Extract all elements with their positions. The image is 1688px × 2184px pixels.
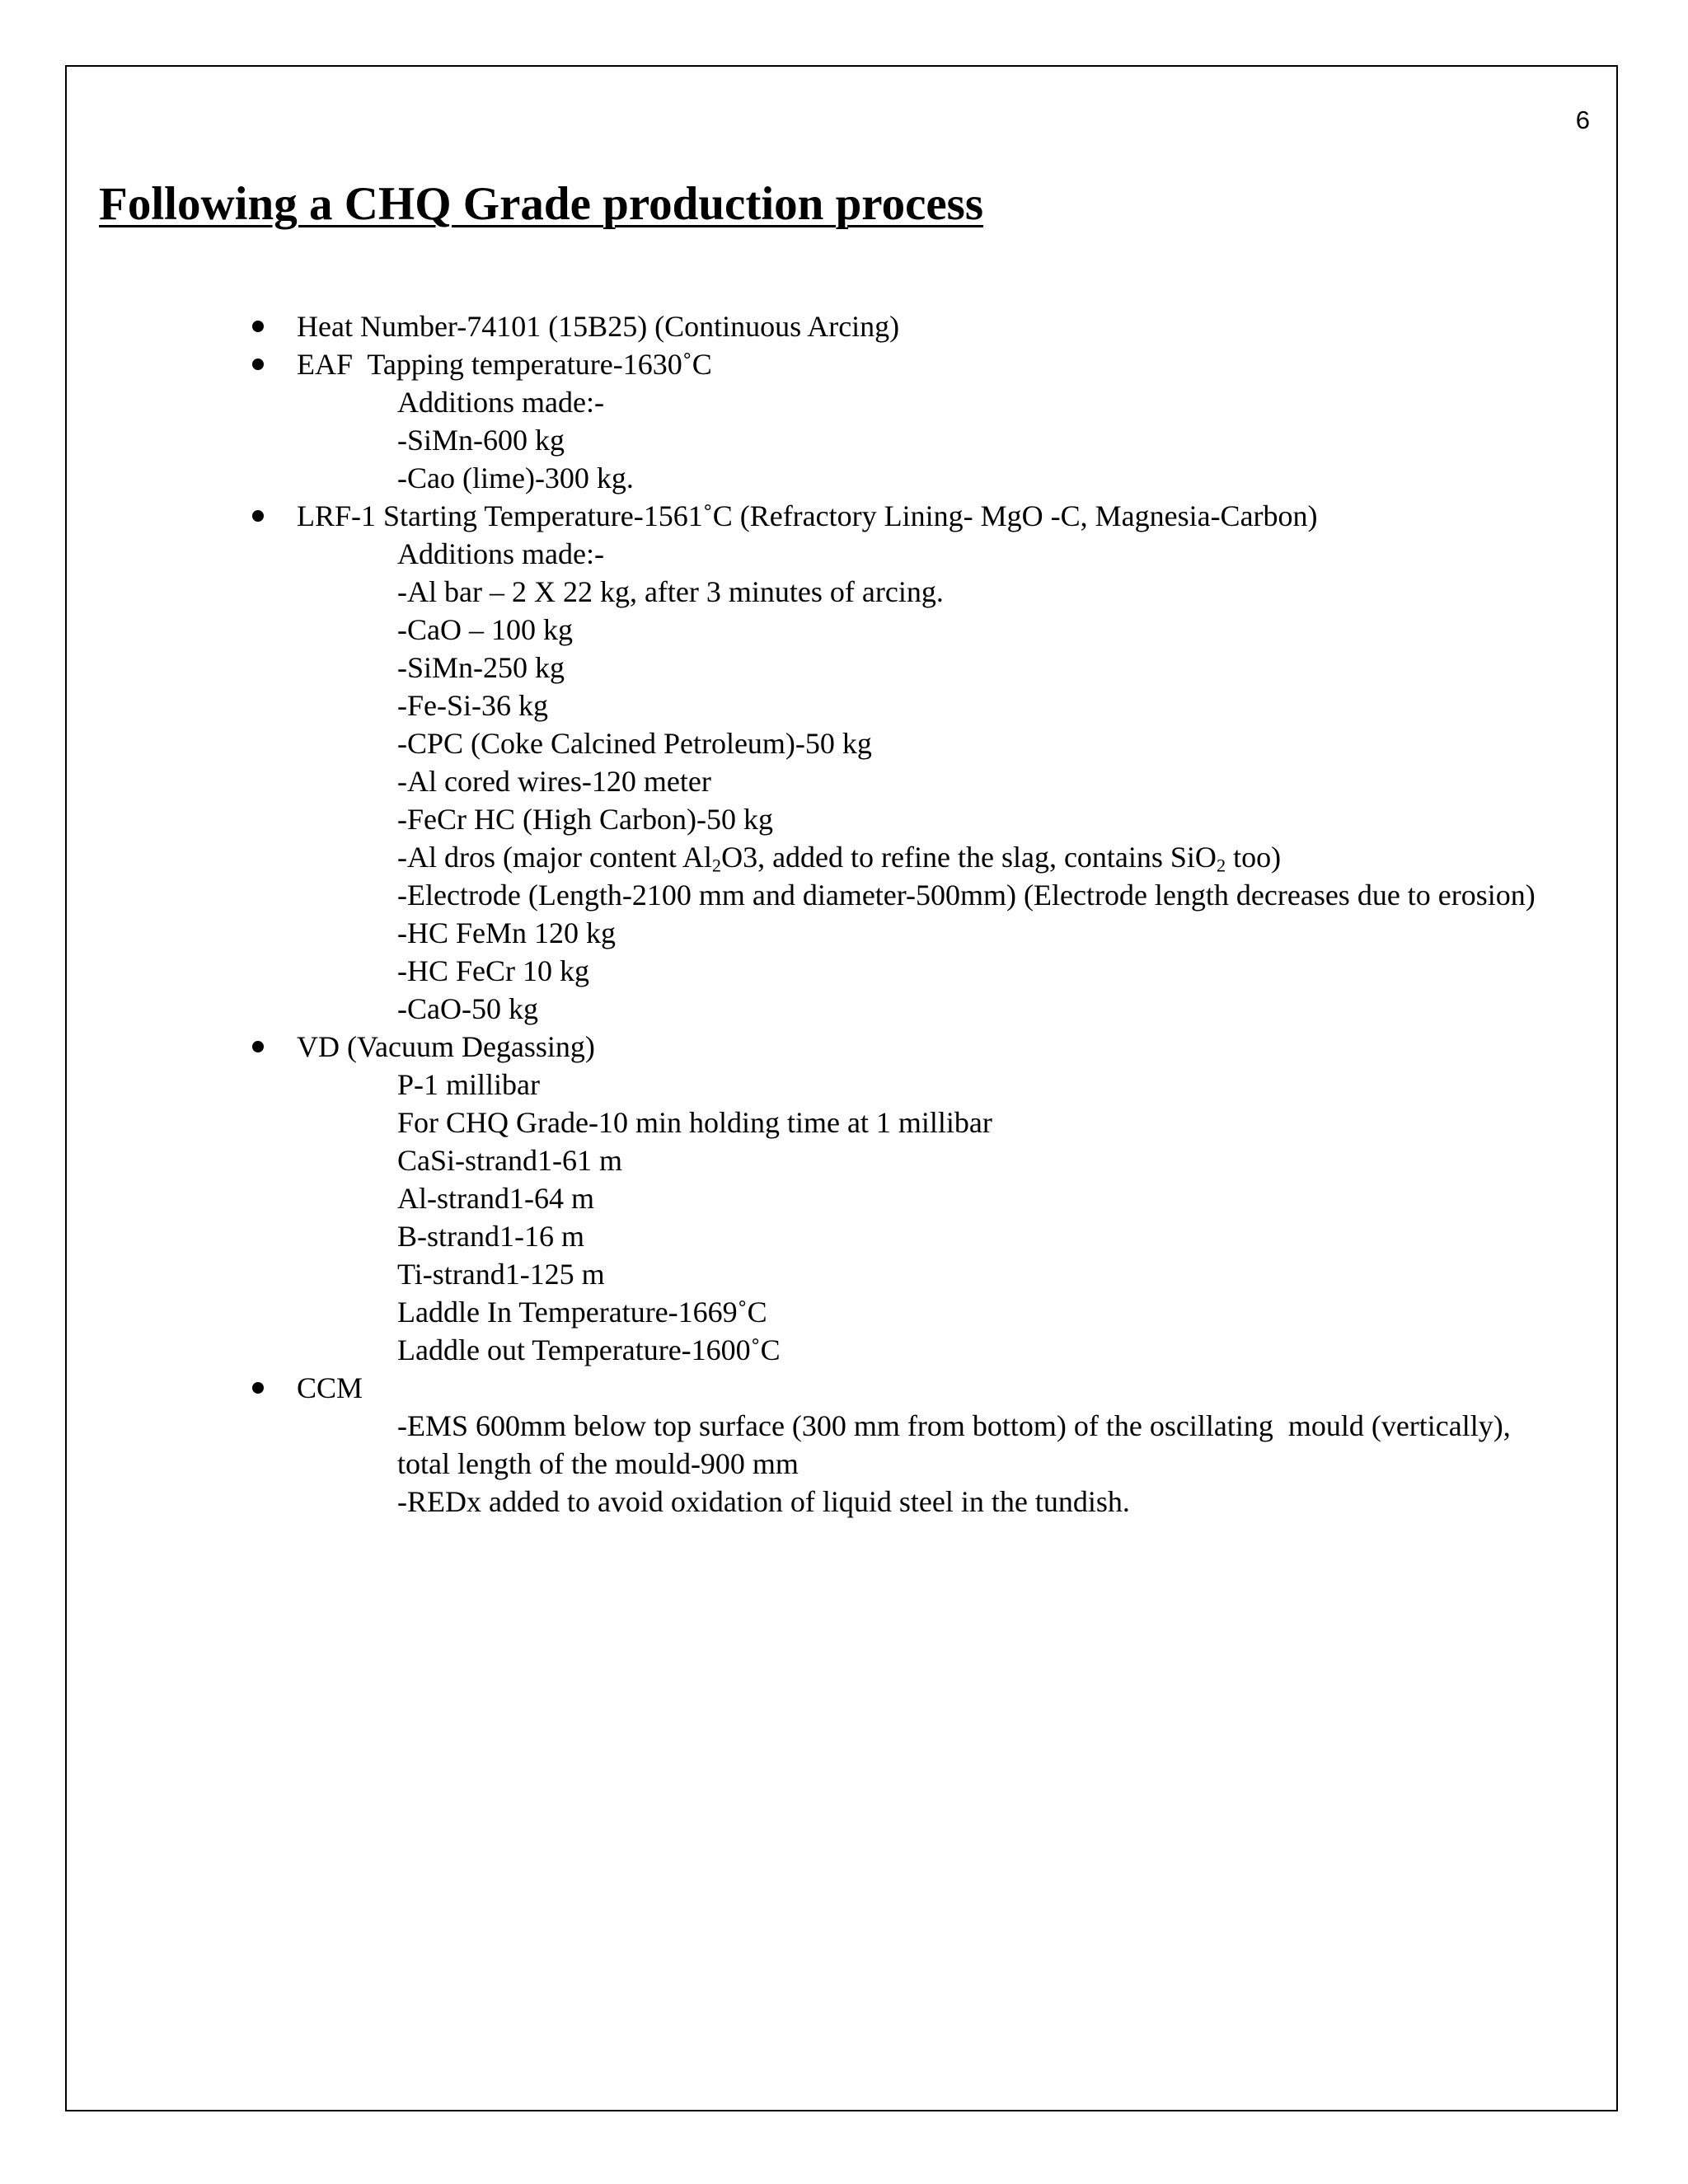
vd-line: Laddle out Temperature-1600˚C xyxy=(397,1333,781,1366)
al-dros-text: O3, added to refine the slag, contains SiO xyxy=(721,841,1217,874)
eaf-line: -SiMn-600 kg xyxy=(397,424,565,457)
bullet-vd xyxy=(99,1028,1582,1066)
al-dros-text: too) xyxy=(1226,841,1282,874)
bullet-icon xyxy=(252,510,264,522)
bullet-icon xyxy=(252,359,264,370)
lrf-line: -Al cored wires-120 meter xyxy=(397,765,711,798)
bullet-ccm xyxy=(99,1369,1582,1407)
al-dros-subscript: 2 xyxy=(1216,855,1226,876)
lrf-line: -CPC (Coke Calcined Petroleum)-50 kg xyxy=(397,727,872,760)
lrf-line: -CaO – 100 kg xyxy=(397,613,573,646)
lrf-line: -SiMn-250 kg xyxy=(397,651,565,684)
heat-number-label: Heat Number-74101 (15B25) (Continuous Arcing) xyxy=(297,310,900,343)
bullet-icon xyxy=(252,1382,264,1394)
lrf-line: -Fe-Si-36 kg xyxy=(397,689,548,722)
lrf-al-dros-line xyxy=(99,838,1582,876)
lrf-line: -FeCr HC (High Carbon)-50 kg xyxy=(397,803,773,836)
eaf-line: Additions made:- xyxy=(397,386,604,419)
eaf-label: EAF Tapping temperature-1630˚C xyxy=(297,348,712,381)
lrf-line: Additions made:- xyxy=(397,537,604,570)
al-dros-subscript: 2 xyxy=(711,855,722,876)
bullet-eaf xyxy=(99,345,1582,383)
page-number: 6 xyxy=(1575,105,1590,134)
vd-line: Ti-strand1-125 m xyxy=(397,1258,605,1291)
ccm-ems-line: -EMS 600mm below top surface (300 mm from bottom) of the oscillating mould (vertically), total length of the mould-900 mm xyxy=(397,1409,1518,1480)
page-title: Following a CHQ Grade production process xyxy=(99,178,984,230)
lrf-electrode-line: -Electrode (Length-2100 mm and diameter-500mm) (Electrode length decreases due to erosion) xyxy=(397,879,1536,912)
bullet-heat-number xyxy=(99,307,1582,345)
vd-line: Laddle In Temperature-1669˚C xyxy=(397,1296,767,1329)
bullet-icon xyxy=(252,321,264,332)
ccm-label: CCM xyxy=(297,1371,363,1404)
lrf-line: -HC FeCr 10 kg xyxy=(397,954,589,987)
vd-label: VD (Vacuum Degassing) xyxy=(297,1030,595,1063)
lrf-line: -Al bar – 2 X 22 kg, after 3 minutes of arcing. xyxy=(397,575,944,608)
eaf-line: -Cao (lime)-300 kg. xyxy=(397,462,634,494)
vd-line: B-strand1-16 m xyxy=(397,1220,584,1253)
vd-line: For CHQ Grade-10 min holding time at 1 millibar xyxy=(397,1106,992,1139)
vd-line: Al-strand1-64 m xyxy=(397,1182,594,1215)
vd-line: P-1 millibar xyxy=(397,1068,540,1101)
vd-line: CaSi-strand1-61 m xyxy=(397,1144,622,1177)
bullet-lrf xyxy=(99,497,1582,535)
process-list xyxy=(99,307,1582,1521)
lrf-line: -HC FeMn 120 kg xyxy=(397,916,617,949)
bullet-icon xyxy=(252,1041,264,1052)
ccm-redx-line: -REDx added to avoid oxidation of liquid steel in the tundish. xyxy=(397,1485,1130,1518)
lrf-line: -CaO-50 kg xyxy=(397,992,538,1025)
al-dros-text: -Al dros (major content Al xyxy=(397,841,712,874)
lrf-label: LRF-1 Starting Temperature-1561˚C (Refractory Lining- MgO -C, Magnesia-Carbon) xyxy=(297,499,1318,532)
